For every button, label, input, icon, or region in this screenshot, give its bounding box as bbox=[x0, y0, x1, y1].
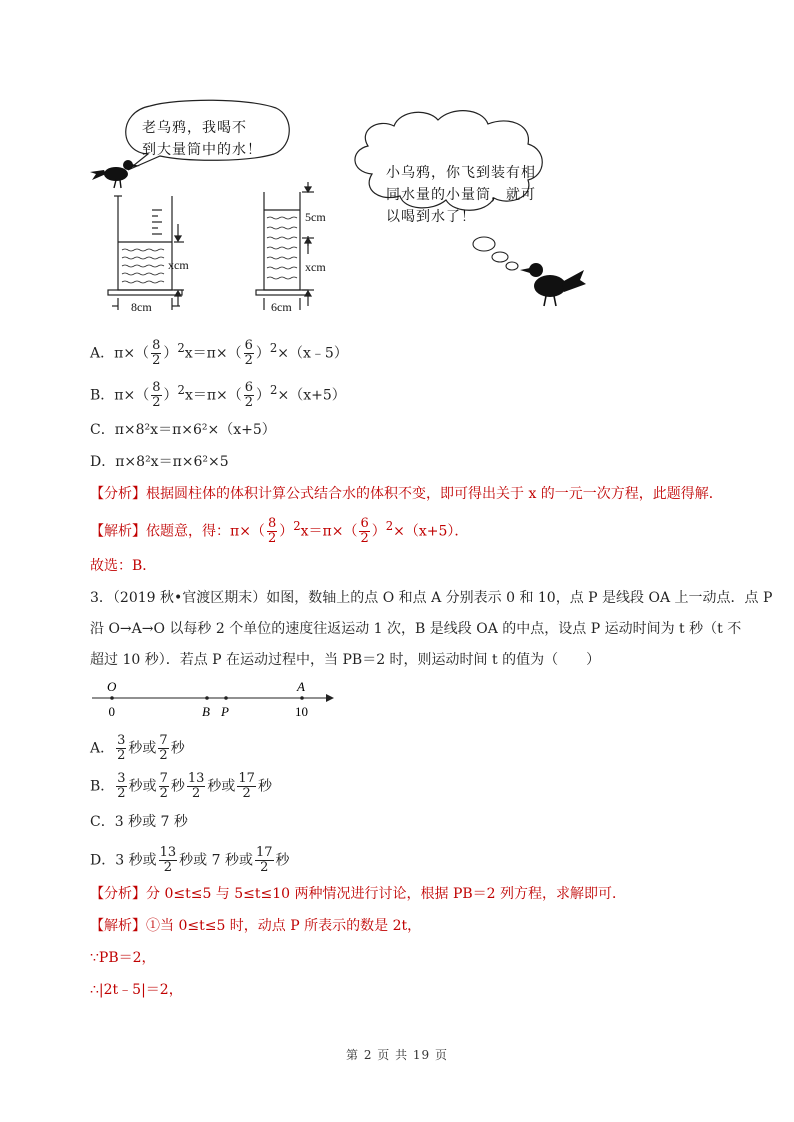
answer-q2: 故选：B． bbox=[90, 558, 157, 574]
because-line: ∵PB＝2， bbox=[90, 950, 156, 966]
option-c-q2: C．π×8²x＝π×6²×（x+5） bbox=[90, 422, 276, 438]
right-bubble-text bbox=[386, 162, 536, 228]
option-c-q3: C．3 秒或 7 秒 bbox=[90, 814, 188, 830]
number-line bbox=[90, 678, 340, 722]
point-o-dot bbox=[110, 696, 114, 700]
left-bubble-line-2: 到大量筒中的水！ bbox=[142, 142, 262, 158]
option-d-q2: D．π×8²x＝π×6²×5 bbox=[90, 454, 229, 470]
right-width-label: 6cm bbox=[271, 300, 292, 314]
right-height-label: xcm bbox=[305, 260, 326, 274]
large-cylinder bbox=[108, 196, 184, 310]
right-bubble-line-3: 以喝到水了！ bbox=[386, 209, 476, 225]
number-line-arrow-icon bbox=[326, 694, 334, 702]
right-bubble-line-2: 同水量的小量筒，就可 bbox=[386, 187, 536, 203]
option-b-q2: B．π×（ $\frac{8}{2}$ ）$^2$x＝π×（ $\frac{6}{2}$ ）$^2$×（x+5） bbox=[90, 380, 346, 411]
q3-line-2: 沿 O→A→O 以每秒 2 个单位的速度往返运动 1 次，B 是线段 OA 的中点，设点 P 运动时间为 t 秒（t 不 bbox=[90, 621, 742, 637]
option-d-q3: D．3 秒或 $\frac{13}{2}$ 秒或 7 秒或 $\frac{17}{2}$ 秒 bbox=[90, 845, 290, 875]
right-top-label: 5cm bbox=[305, 210, 326, 224]
left-bubble-text bbox=[142, 117, 262, 161]
q3-line-3: 超过 10 秒）．若点 P 在运动过程中，当 PB＝2 时，则运动时间 t 的值为（ ） bbox=[90, 652, 601, 668]
right-bubble-line-1: 小乌鸦，你飞到装有相 bbox=[386, 165, 536, 181]
therefore-line: ∴|2t﹣5|＝2， bbox=[90, 982, 183, 998]
thought-dot-3 bbox=[506, 262, 518, 270]
thought-dot-2 bbox=[492, 252, 508, 262]
point-p-dot bbox=[224, 696, 228, 700]
old-crow-icon bbox=[520, 263, 586, 306]
solution-q2: 【解析】依题意，得：π×（ $\frac{8}{2}$ ）$^2$x＝π×（ $\frac{6}{2}$ ）$^2$×（x+5）． bbox=[90, 516, 469, 547]
point-b-label: B bbox=[202, 704, 210, 719]
q3-line-1: 3．（2019 秋•官渡区期末）如图，数轴上的点 O 和点 A 分别表示 0 和 10，点 P 是线段 OA 上一动点．点 P bbox=[90, 590, 773, 606]
option-b-q3: B． $\frac{3}{2}$ 秒或 $\frac{7}{2}$ 秒 $\frac{13}{2}$ 秒或 $\frac{17}{2}$ 秒 bbox=[90, 771, 272, 801]
analysis-q2: 【分析】根据圆柱体的体积计算公式结合水的体积不变，即可得出关于 x 的一元一次方程，此题得解． bbox=[90, 486, 723, 502]
option-a-q2: A．π×（ $\frac{8}{2}$ ）$^2$x＝π×（ $\frac{6}{2}$ ）$^2$×（x﹣5） bbox=[90, 338, 348, 369]
tick-label-0: 0 bbox=[108, 704, 115, 719]
point-o-label: O bbox=[107, 679, 117, 694]
left-width-label: 8cm bbox=[131, 300, 152, 314]
solution-q3: 【解析】①当 0≤t≤5 时，动点 P 所表示的数是 2t， bbox=[90, 918, 422, 934]
point-p-label: P bbox=[221, 704, 229, 719]
small-crow-icon bbox=[90, 160, 140, 188]
point-a-dot bbox=[300, 696, 304, 700]
option-a-q3: A． $\frac{3}{2}$ 秒或 $\frac{7}{2}$ 秒 bbox=[90, 733, 185, 763]
analysis-q3: 【分析】分 0≤t≤5 与 5≤t≤10 两种情况进行讨论，根据 PB＝2 列方程，求解即可． bbox=[90, 886, 627, 902]
small-cylinder bbox=[256, 182, 314, 310]
point-b-dot bbox=[205, 696, 209, 700]
thought-dot-1 bbox=[473, 237, 495, 251]
page-footer: 第 2 页 共 19 页 bbox=[346, 1048, 448, 1062]
left-height-label: xcm bbox=[168, 258, 189, 272]
tick-label-10: 10 bbox=[295, 704, 308, 719]
point-a-label: A bbox=[297, 679, 305, 694]
left-bubble-line-1: 老乌鸦，我喝不 bbox=[142, 120, 247, 136]
